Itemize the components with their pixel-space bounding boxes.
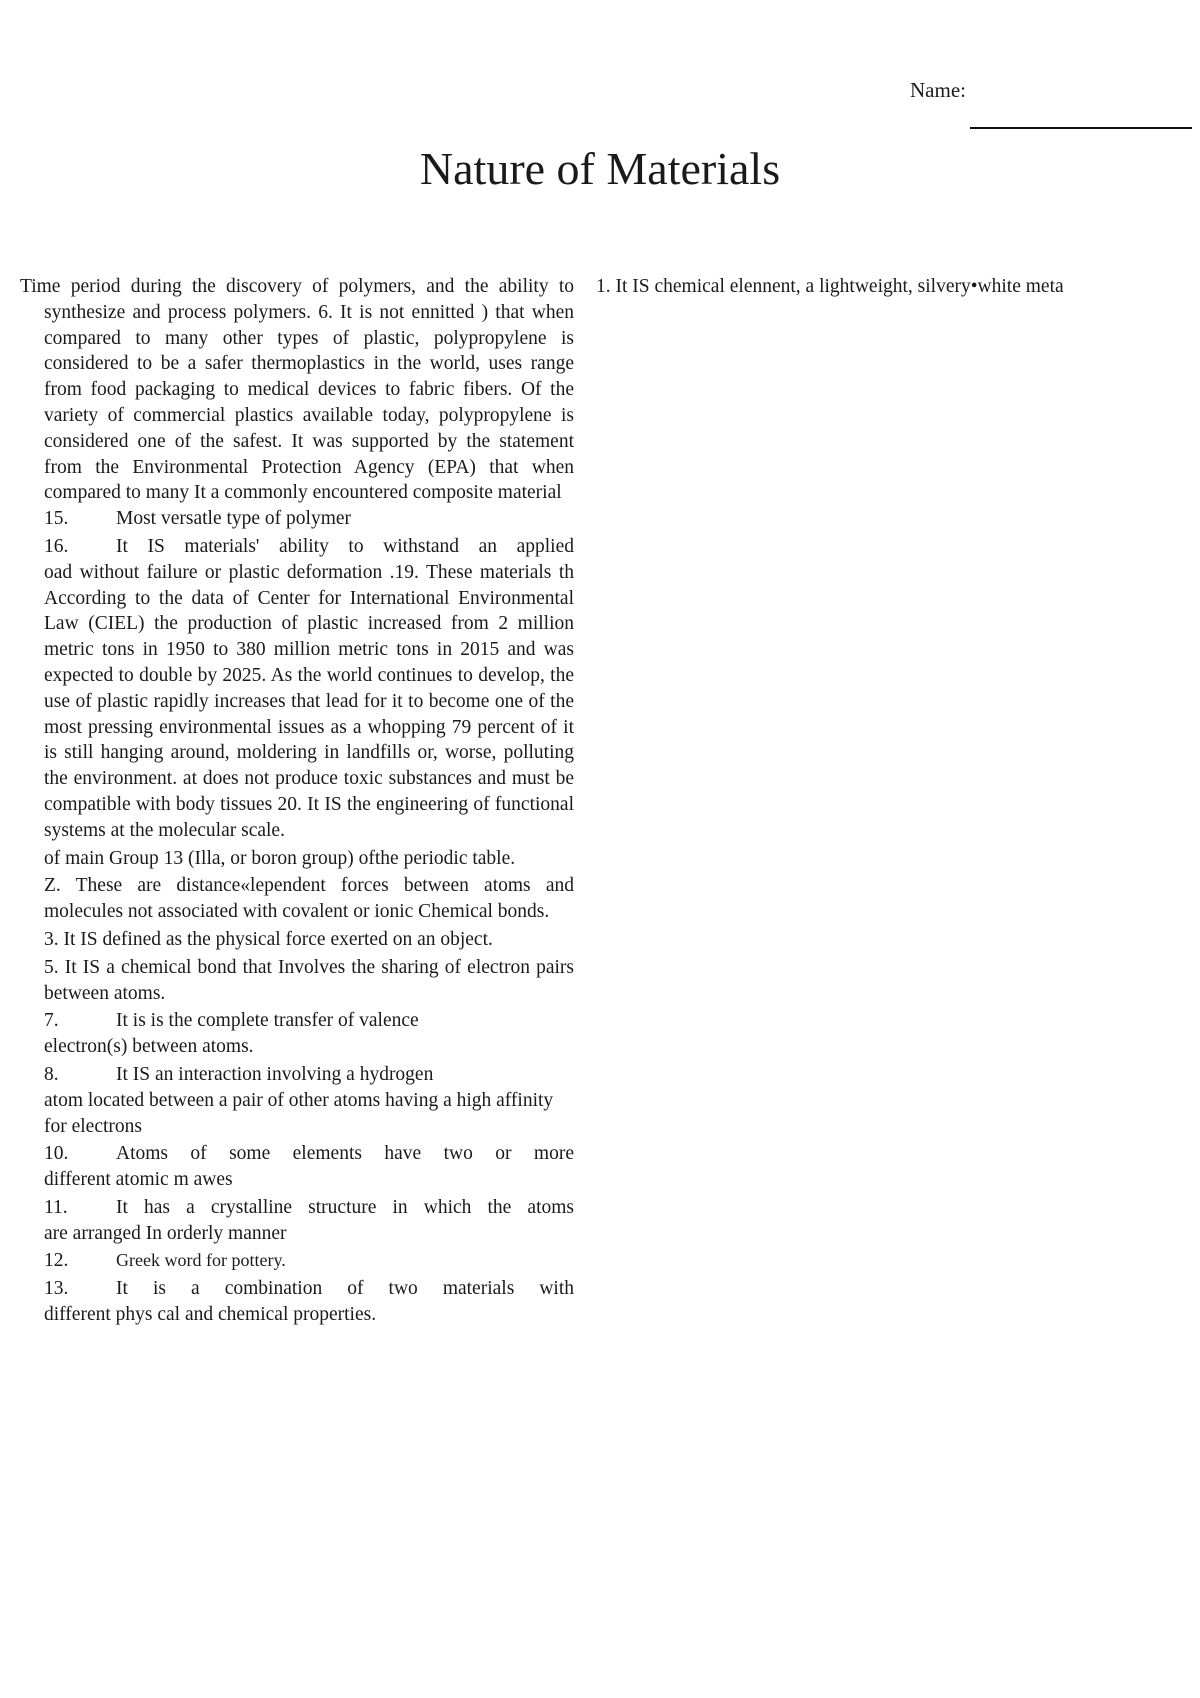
- right-column: [596, 274, 1196, 300]
- question-text: Greek word for pottery.: [116, 1250, 286, 1271]
- name-label: Name:: [910, 78, 966, 102]
- question-text: It IS an interaction involving a hydrogen: [116, 1063, 434, 1085]
- question-text: It is is the complete transfer of valence: [116, 1010, 419, 1032]
- question-text: It has a crystalline structure in which the atoms: [116, 1196, 574, 1218]
- question-10: [44, 1141, 574, 1193]
- question-number: 12.: [44, 1250, 69, 1272]
- paragraph-z: Z. These are distance«lependent forces between atoms and molecules not associated with covalent or ionic Chemical bonds.: [44, 875, 574, 923]
- question-text-continued: oad without failure or plastic deformation .19. These materials th According to the data of Center for International Environmental Law (CIEL) the production of plastic increased from 2 million metric tons in 1950 to 380 million metric tons in 2015 and was expected to double by 2025. As the world continues to develop, the use of plastic rapidly increases that lead for it to become one of the most pressing environmental issues as a whopping 79 percent of it is still hanging around, moldering in landfills or, worse, polluting the environment. at does not produce toxic substances and must be compatible with body tissues 20. It IS the engineering of functional systems at the molecular scale.: [44, 561, 574, 841]
- question-text: Atoms of some elements have two or more: [116, 1143, 574, 1165]
- question-text-continued: electron(s) between atoms.: [44, 1036, 254, 1058]
- paragraph-3: 3. It IS defined as the physical force exerted on an object.: [44, 928, 493, 950]
- question-number: 7.: [44, 1010, 59, 1032]
- question-number: 10.: [44, 1143, 69, 1165]
- question-number: 16.: [44, 535, 69, 557]
- question-number: 11.: [44, 1196, 68, 1218]
- left-column: [20, 274, 574, 1330]
- page-title: Nature of Materials: [419, 143, 781, 194]
- question-text: It is a combination of two materials with: [116, 1278, 574, 1300]
- question-text-continued: atom located between a pair of other atoms having a high affinity for electrons: [44, 1089, 554, 1137]
- question-8: [44, 1062, 574, 1139]
- question-number: 8.: [44, 1063, 59, 1085]
- paragraph-group13: of main Group 13 (Illa, or boron group) ofthe periodic table.: [44, 847, 516, 869]
- question-1: 1. It IS chemical elennent, a lightweight, silvery•white meta: [596, 276, 1064, 297]
- question-text: Most versatle type of polymer: [116, 508, 352, 530]
- question-7: [44, 1008, 574, 1060]
- question-16: [44, 534, 574, 844]
- question-text-continued: different atomic m awes: [44, 1169, 233, 1191]
- question-11: [44, 1195, 574, 1247]
- question-text: It IS materials' ability to withstand an applied: [116, 535, 574, 557]
- intro-paragraph: Time period during the discovery of polymers, and the ability to synthesize and process polymers. 6. It is not ennitted ) that when compared to many other types of plastic, polypropylene is considered to be a safer thermoplastics in the world, uses range from food packaging to medical devices to fabric fibers. Of the variety of commercial plastics available today, polypropylene is considered one of the safest. It was supported by the statement from the Environmental Protection Agency (EPA) that when compared to many It a commonly encountered composite material: [20, 276, 574, 504]
- question-number: 13.: [44, 1278, 69, 1300]
- question-number: 15.: [44, 508, 69, 530]
- question-text-continued: different phys cal and chemical properties.: [44, 1304, 377, 1326]
- question-12: [44, 1248, 574, 1274]
- name-underline: [970, 127, 1192, 129]
- question-text-continued: are arranged In orderly manner: [44, 1222, 287, 1244]
- question-13: [44, 1276, 574, 1328]
- paragraph-5: 5. It IS a chemical bond that Involves the sharing of electron pairs between atoms.: [44, 956, 574, 1004]
- question-15: [44, 506, 574, 532]
